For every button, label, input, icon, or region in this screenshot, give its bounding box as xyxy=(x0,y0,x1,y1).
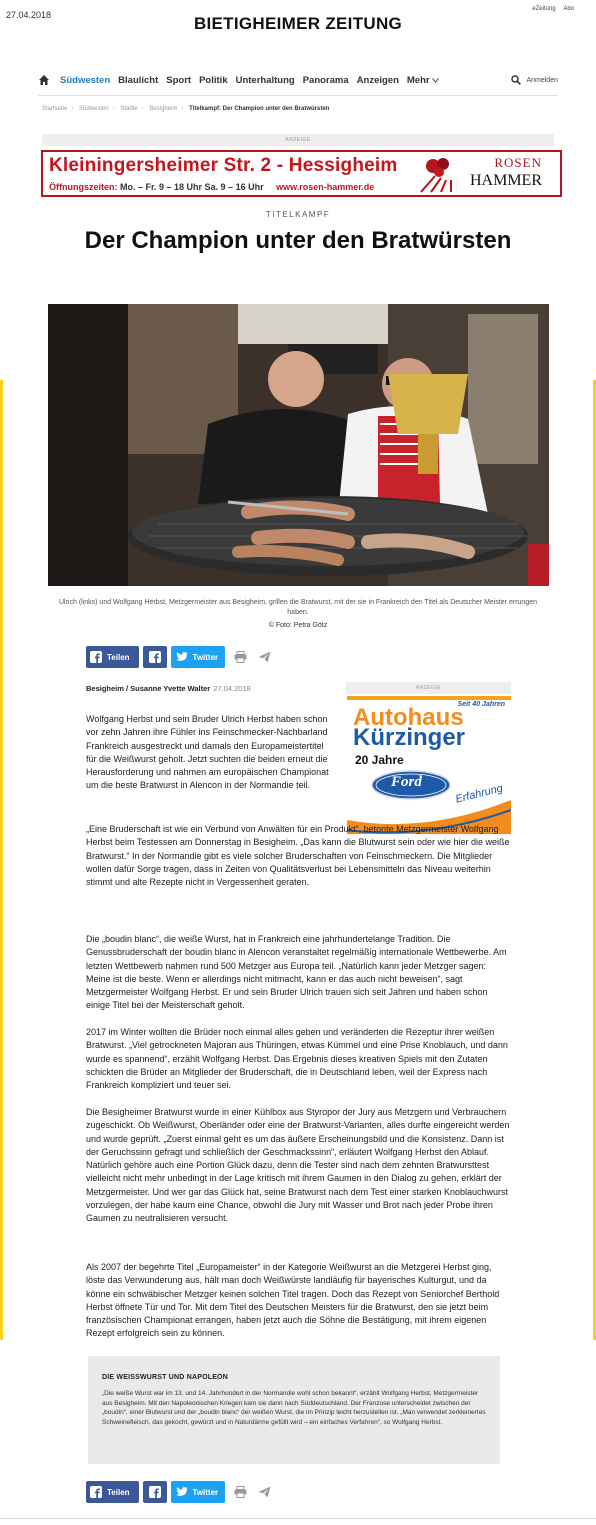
facebook-share-label: Teilen xyxy=(107,1487,130,1497)
side-ad-years: 20 Jahre xyxy=(355,753,404,767)
share-bar-bottom xyxy=(86,1481,277,1503)
nav-item-panorama[interactable]: Panorama xyxy=(302,74,349,86)
facebook-icon xyxy=(90,1486,102,1498)
top-links xyxy=(526,6,574,12)
print-button[interactable] xyxy=(229,1481,251,1503)
banner-ad-address: Kleiningersheimer Str. 2 - Hessigheim xyxy=(49,155,398,176)
breadcrumb xyxy=(42,106,329,112)
article-paragraph-3: Die „boudin blanc“, die weiße Wurst, hat in Frankreich eine jahrhundertelange Tradition. Die Genussbruderschaft der boudin blanc in Alencon veranstaltet regelmäßig internationale Wettbewerbe. Am letzten Wettbewerb nahmen rund 500 Metzger aus Europa teil. „Natürlich kann jeder Metzger sagen: Meine ist die beste. Wenn er allerdings nicht mitmacht, kann er das auch nicht beweisen“, sagt Metzgermeister Wolfgang Herbst. Er und sein Bruder Ulrich trauen sich seit Jahren und haben schon einige Titel bei der Meisterschaft geholt. xyxy=(86,934,507,1011)
home-icon[interactable] xyxy=(38,74,50,86)
breadcrumb-besigheim[interactable]: Besigheim xyxy=(149,106,178,112)
breadcrumb-current: Titelkampf: Der Champion unter den Bratwürsten xyxy=(189,106,330,112)
photo-grill-scene xyxy=(48,304,549,586)
breadcrumb-suedwesten[interactable]: Südwesten xyxy=(79,106,109,112)
print-icon xyxy=(234,651,247,663)
twitter-share-button[interactable] xyxy=(171,646,226,668)
paper-plane-icon xyxy=(258,1486,271,1498)
nav-item-blaulicht[interactable]: Blaulicht xyxy=(118,74,159,86)
page-edge-accent-left xyxy=(0,380,3,1340)
banner-ad-logo-top: ROSEN xyxy=(494,155,542,170)
send-button[interactable] xyxy=(253,1481,275,1503)
twitter-icon xyxy=(176,1487,188,1497)
footer-divider xyxy=(0,1518,596,1519)
side-ad-name-2: Kürzinger xyxy=(353,724,466,751)
breadcrumb-staedte[interactable]: Städte xyxy=(120,106,138,112)
side-ad-brand: Ford xyxy=(391,774,422,790)
ad-label: ANZEIGE xyxy=(42,134,554,146)
ezeitung-link[interactable]: eZeitung xyxy=(532,6,556,12)
nav-item-suedwesten[interactable]: Südwesten xyxy=(60,74,111,86)
article-paragraph-5: Die Besigheimer Bratwurst wurde in einer Kühlbox aus Styropor der Jury aus Metzgern und Verbrauchern zugeschickt. Ob Weißwurst, Oberländer oder eine der Bratwurst-Varianten, alles durfte eingereicht werden und wurde geprüft. „Zuerst einmal geht es um das äußere Erscheinungsbild und die Konsistenz. Dann ist der Geruchssinn gefragt und schließlich der Geschmackssinn“, erläutert Wolfgang Herbst den Ablauf. Natürlich gehöre auch eine Portion Glück dazu, denn die Tester sind nach dem zehnten Bratwursttest vielleicht nicht mehr unbedingt in der Lage kritisch mit ihrem Gaumen in den Dialog zu gehen, erklärt der Metzgermeister. Und wer gar das Glück hat, seine Bratwurst nach dem Test einer starken Knoblauchwurst vorzulegen, der habe kaum eine Chance, obwohl die Jury mit Wasser und Brot nach jeder Probe ihren Gaumen zu neutralisieren versucht. xyxy=(86,1107,510,1224)
login-button[interactable] xyxy=(511,75,558,85)
side-ad-autohaus-kuerzinger[interactable] xyxy=(347,696,511,834)
banner-ad-hours-value: Mo. – Fr. 9 – 18 Uhr Sa. 9 – 16 Uhr xyxy=(120,182,264,192)
byline-date: 27.04.2018 xyxy=(213,684,251,693)
main-navigation xyxy=(38,70,558,90)
print-icon xyxy=(234,1486,247,1498)
side-ad-name-1: Autohaus xyxy=(353,704,464,731)
side-ad-top-bar xyxy=(347,696,511,700)
abo-link[interactable]: Abo xyxy=(563,6,574,12)
nav-item-anzeigen[interactable]: Anzeigen xyxy=(356,74,399,86)
rose-icon xyxy=(413,154,463,194)
print-button[interactable] xyxy=(229,646,251,668)
infobox-title: DIE WEISSWURST UND NAPOLEON xyxy=(102,1374,228,1381)
twitter-share-button[interactable] xyxy=(171,1481,226,1503)
banner-ad-logo-bottom: HAMMER xyxy=(469,172,542,189)
paper-plane-icon xyxy=(258,651,271,663)
breadcrumb-separator: › xyxy=(141,106,144,112)
send-button[interactable] xyxy=(253,646,275,668)
facebook-icon xyxy=(149,651,161,663)
facebook-share-button[interactable] xyxy=(86,1481,139,1503)
nav-item-unterhaltung[interactable]: Unterhaltung xyxy=(235,74,295,86)
facebook-messenger-button[interactable] xyxy=(143,646,167,668)
photo-credit: © Foto: Petra Götz xyxy=(268,622,328,629)
nav-item-mehr[interactable] xyxy=(407,75,439,86)
photo-caption: Ulrich (links) und Wolfgang Herbst, Metzgermeister aus Besigheim, grillen die Bratwurst, mit der sie in Frankreich den Titel als Deutscher Meister errungen haben. xyxy=(58,599,537,616)
facebook-messenger-button[interactable] xyxy=(143,1481,167,1503)
banner-ad-url: www.rosen-hammer.de xyxy=(276,182,375,192)
side-ad-since: Seit 40 Jahren xyxy=(457,701,505,708)
breadcrumb-separator: › xyxy=(181,106,184,112)
facebook-share-button[interactable] xyxy=(86,646,139,668)
side-ad-tagline: Erfahrung xyxy=(453,782,504,806)
nav-item-politik[interactable]: Politik xyxy=(199,74,228,86)
nav-item-mehr-label: Mehr xyxy=(406,74,430,86)
login-label: Anmelden xyxy=(526,76,558,84)
article-kicker: TITELKAMPF xyxy=(265,210,331,219)
article-paragraph-1: Wolfgang Herbst und sein Bruder Ulrich Herbst haben schon vor zehn Jahren ihre Fühler ins Feinschmecker-Nachbarland Frankreich ausgestreckt und damals den Europameistertitel für die Weißwurst geholt. Jetzt suchten die beiden erneut die Herausforderung und nahmen am europäischen Championat um die beste Bratwurst in Alencon in der Normandie teil. xyxy=(86,714,329,791)
article-photo[interactable] xyxy=(48,304,549,586)
banner-ad-rosen-hammer[interactable] xyxy=(41,150,562,197)
banner-ad-hours xyxy=(49,182,374,192)
article-paragraph-6: Als 2007 der begehrte Titel „Europameister“ in der Kategorie Weißwurst an die Metzgerei Herbst ging, löste das Verwunderung aus, hält man doch Weißwürste landläufig für bayerisches Kulturgut, und da könne ein schwäbischer Metzger keinen solchen Titel tragen. Doch das Rezept von Seniorchef Berthold Herbst öffnete Tür und Tor. Mit dem Titel des Deutschen Meisters für die Bratwurst, den sie jetzt beim französischen Championat errangen, haben jetzt auch die Söhne die Bestätigung, mit ihrem eigenen Rezept erfolgreich sein zu können. xyxy=(86,1262,500,1339)
article-paragraph-2-text: „Eine Bruderschaft ist wie ein Verbund von Anwälten für ein Produkt“, betonte Metzgermeister Wolfgang Herbst beim Testessen am Donnerstag in Besigheim. „Das kann die Blutwurst sein oder wie hier die weiße Bratwurst.“ In der Normandie gibt es viele solcher Bruderschaften von Feinschmeckern. Die Mitglieder wollen dafür Sorge tragen, dass in Zeiten von Qualitätsverlust bei Lebensmitteln das Niveau weiterhin stimmt und alte Rezepte nicht in Vergessenheit geraten. xyxy=(86,824,510,888)
nav-item-sport[interactable]: Sport xyxy=(166,74,192,86)
nav-divider xyxy=(38,95,558,96)
share-bar-top xyxy=(86,646,277,668)
search-icon[interactable] xyxy=(511,75,521,85)
article-headline: Der Champion unter den Bratwürsten xyxy=(84,227,512,254)
twitter-share-label: Twitter xyxy=(192,652,219,662)
breadcrumb-separator: › xyxy=(71,106,74,112)
infobox-napoleon xyxy=(88,1356,500,1464)
facebook-share-label: Teilen xyxy=(107,652,130,662)
side-ad-label: ANZEIGE xyxy=(346,682,511,694)
facebook-icon xyxy=(90,651,102,663)
breadcrumb-startseite[interactable]: Startseite xyxy=(42,106,68,112)
print-date-stamp: 27.04.2018 xyxy=(6,10,52,20)
article-paragraph-2 xyxy=(86,823,510,889)
twitter-share-label: Twitter xyxy=(192,1487,219,1497)
chevron-down-icon xyxy=(432,78,439,83)
byline-author: Besigheim / Susanne Yvette Walter xyxy=(86,684,211,693)
breadcrumb-separator: › xyxy=(112,106,115,112)
article-paragraph-4: 2017 im Winter wollten die Brüder noch einmal alles geben und veränderten die Rezeptur ihrer weißen Bratwurst. „Viel getrockneten Majoran aus Thüringen, etwas Kümmel und eine Prise Knoblauch, und dann wurde es spannend“, erzählt Wolfgang Herbst. Das Ergebnis dieses kreativen Spiels mit den Zutaten schickten die Brüder an Mitglieder der Bruderschaft, die in Deutschland leben, weil der Express nach Frankreich kompliziert und teuer sei. xyxy=(86,1027,508,1091)
site-logo[interactable]: BIETIGHEIMER ZEITUNG xyxy=(193,14,403,33)
twitter-icon xyxy=(176,652,188,662)
infobox-text: „Die weiße Wurst war im 13. und 14. Jahrhundert in der Normandie wohl schon bekannt“, erzählt Wolfgang Herbst, Metzgermeister aus Besigheim. Mit den Napoleonischen Kriegen kam sie dann nach Süddeutschland. Der Franzose unterscheidet zwischen der „boudin“, einer Blutwurst und der „boudin blanc“ der weißen Wurst, die im Prinzip leicht herzustellen ist. „Man verwendet zerkleinertes Schweinefleisch, das gekocht, gewürzt und in Naturdärme gefüllt wird – ein einfaches Verfahren“, so Wolfgang Herbst. xyxy=(102,1390,486,1426)
banner-ad-hours-label: Öffnungszeiten: xyxy=(49,182,118,192)
facebook-icon xyxy=(149,1486,161,1498)
article-byline xyxy=(86,684,251,693)
